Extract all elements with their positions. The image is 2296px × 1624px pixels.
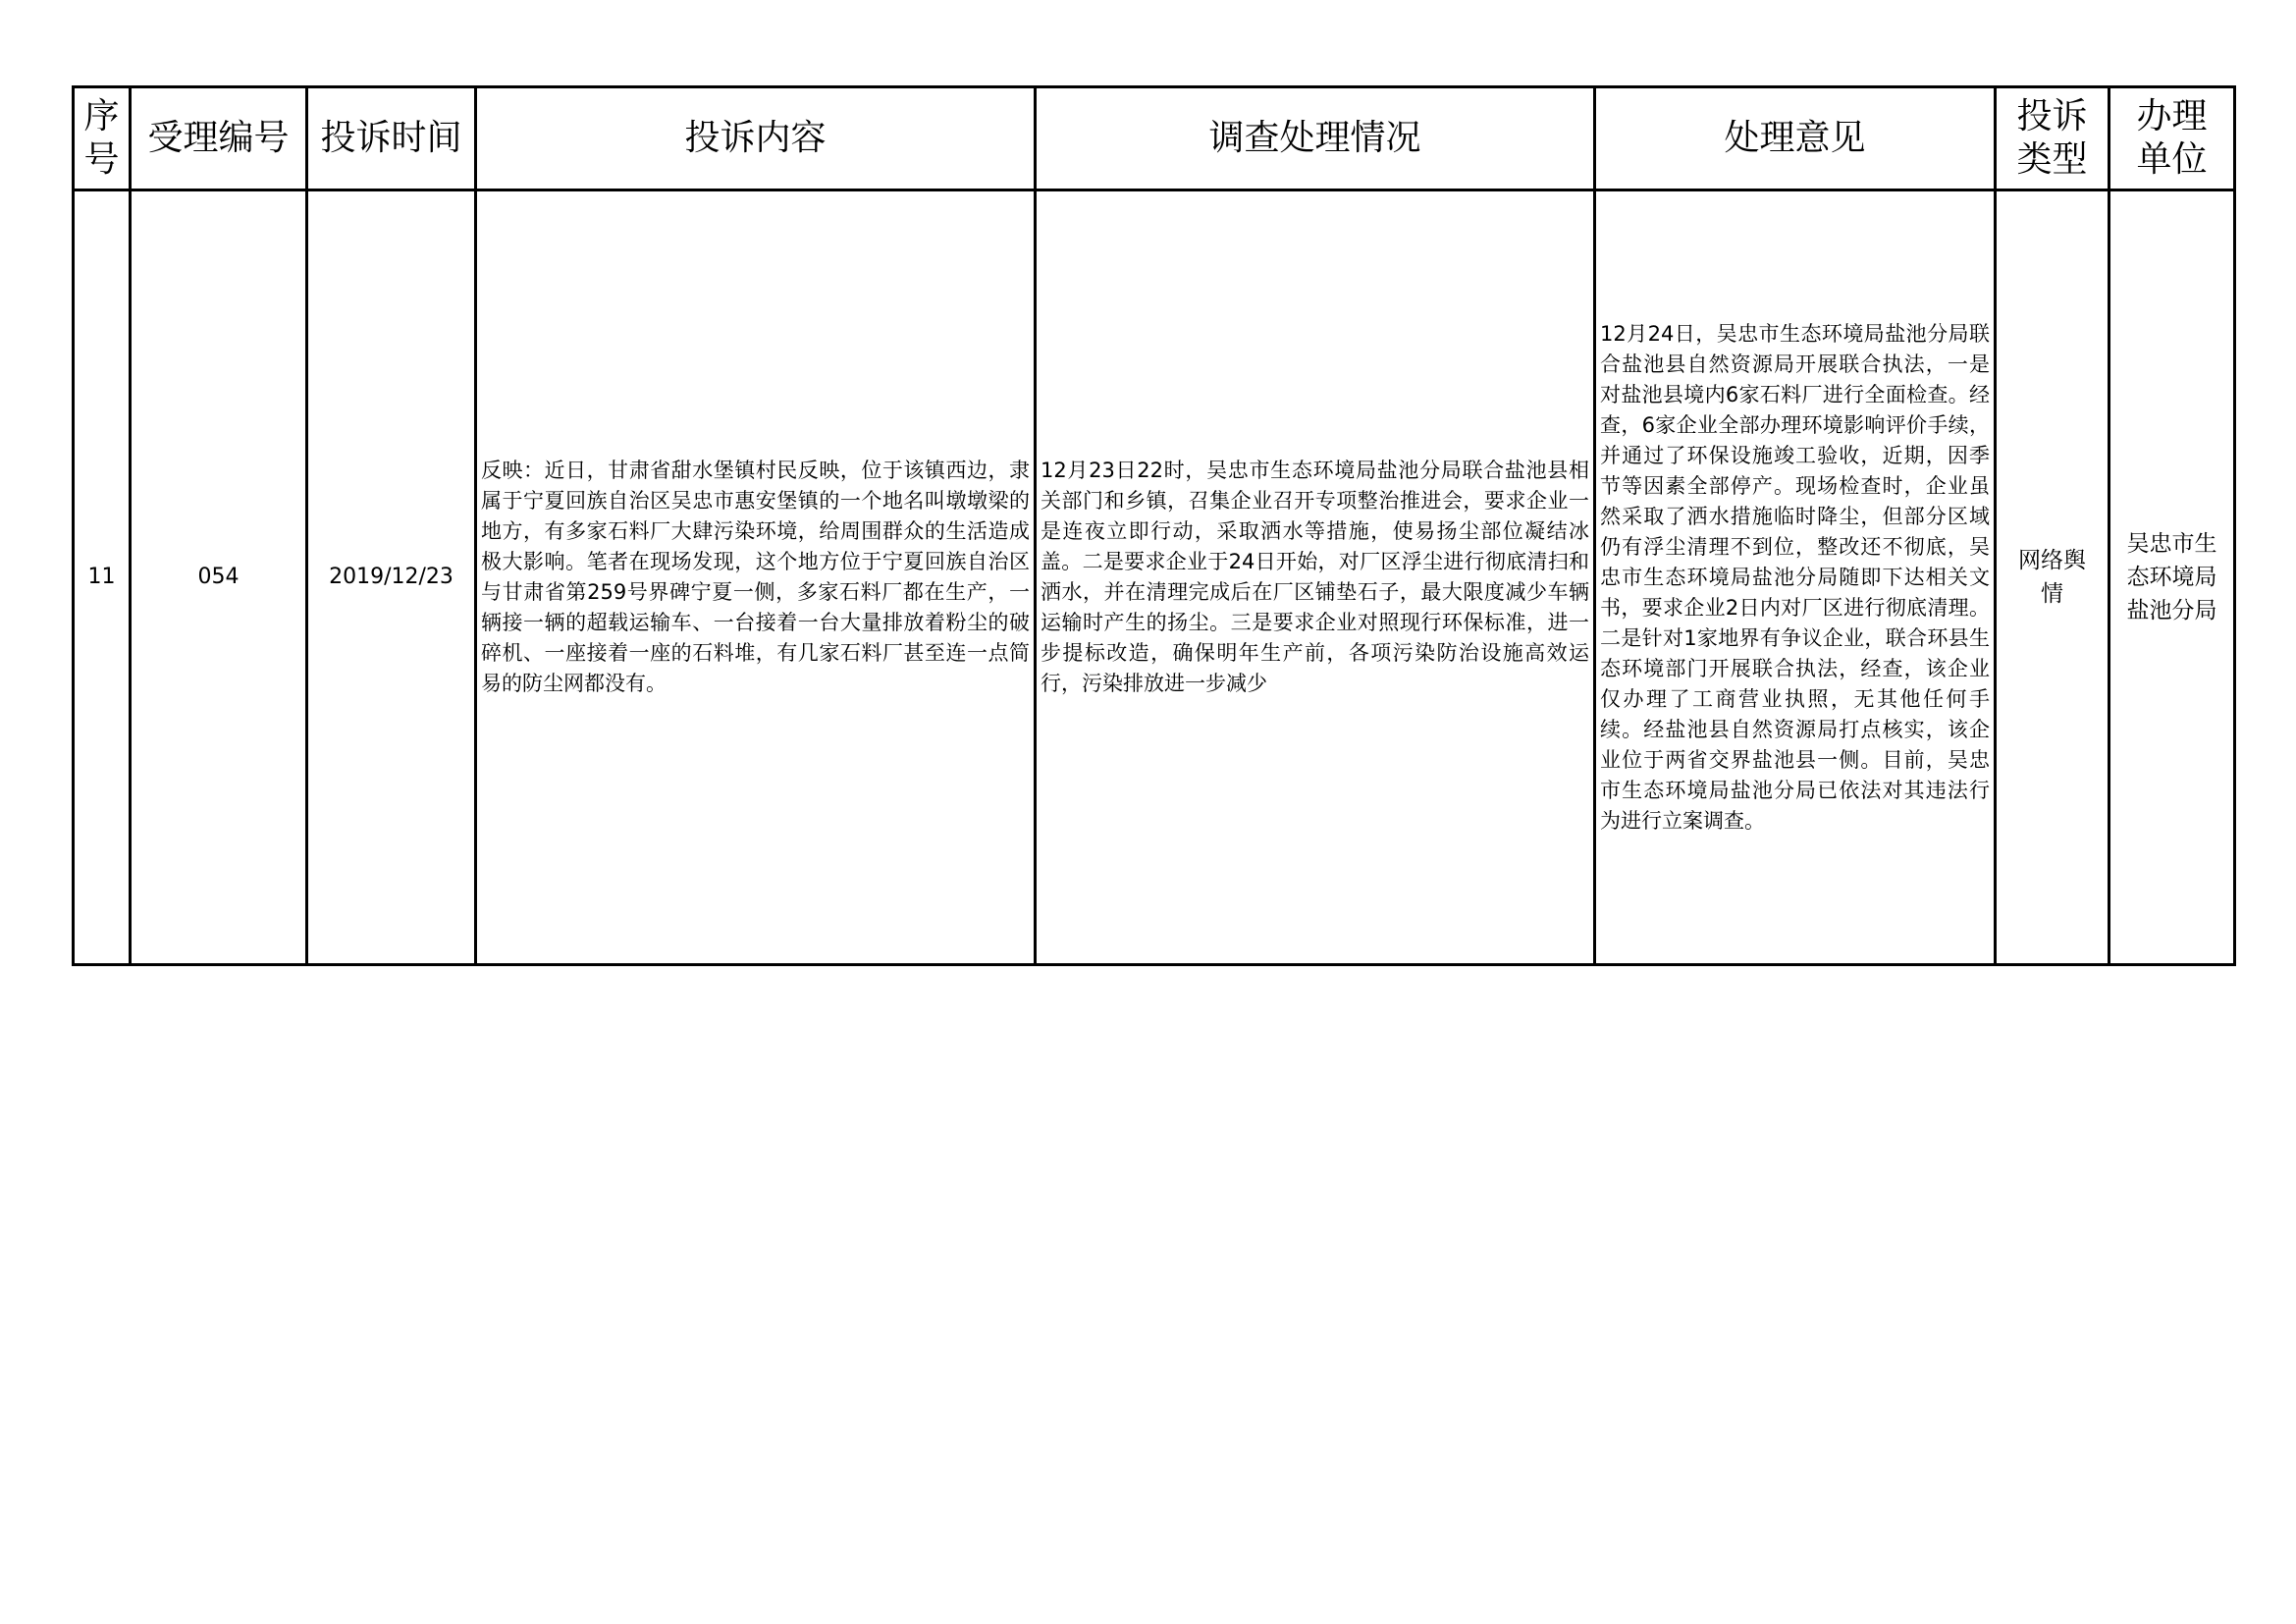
cell-index: 11: [74, 190, 131, 965]
header-row: [74, 87, 2235, 190]
cell-complaint-content: 反映：近日，甘肃省甜水堡镇村民反映，位于该镇西边，隶属于宁夏回族自治区吴忠市惠安堡镇的一个地名叫墩墩梁的地方，有多家石料厂大肆污染环境，给周围群众的生活造成极大影响。笔者在现场发现，这个地方位于宁夏回族自治区与甘肃省第259号界碑宁夏一侧，多家石料厂都在生产，一辆接一辆的超载运输车、一台接着一台大量排放着粉尘的破碎机、一座接着一座的石料堆，有几家石料厂甚至连一点简易的防尘网都没有。: [476, 190, 1036, 965]
header-complaint-content: 投诉内容: [476, 87, 1036, 190]
cell-investigation: 12月23日22时，吴忠市生态环境局盐池分局联合盐池县相关部门和乡镇，召集企业召开专项整治推进会，要求企业一是连夜立即行动，采取洒水等措施，使易扬尘部位凝结冰盖。二是要求企业于24日开始，对厂区浮尘进行彻底清扫和洒水，并在清理完成后在厂区铺垫石子，最大限度减少车辆运输时产生的扬尘。三是要求企业对照现行环保标准，进一步提标改造，确保明年生产前，各项污染防治设施高效运行，污染排放进一步减少: [1036, 190, 1595, 965]
header-complaint-time: 投诉时间: [307, 87, 476, 190]
cell-case-no: 054: [131, 190, 307, 965]
cell-opinion: 12月24日，吴忠市生态环境局盐池分局联合盐池县自然资源局开展联合执法，一是对盐池县境内6家石料厂进行全面检查。经查，6家企业全部办理环境影响评价手续，并通过了环保设施竣工验收，近期，因季节等因素全部停产。现场检查时，企业虽然采取了洒水措施临时降尘，但部分区域仍有浮尘清理不到位，整改还不彻底，吴忠市生态环境局盐池分局随即下达相关文书，要求企业2日内对厂区进行彻底清理。二是针对1家地界有争议企业，联合环县生态环境部门开展联合执法，经查，该企业仅办理了工商营业执照，无其他任何手续。经盐池县自然资源局打点核实，该企业位于两省交界盐池县一侧。目前，吴忠市生态环境局盐池分局已依法对其违法行为进行立案调查。: [1595, 190, 1996, 965]
cell-complaint-type: 网络舆情: [1996, 190, 2109, 965]
cell-handling-unit: 吴忠市生态环境局盐池分局: [2109, 190, 2235, 965]
header-handling-unit: 办理单位: [2109, 87, 2235, 190]
header-complaint-type: 投诉类型: [1996, 87, 2109, 190]
header-investigation: 调查处理情况: [1036, 87, 1595, 190]
header-case-no: 受理编号: [131, 87, 307, 190]
complaints-table: [72, 85, 2236, 966]
cell-complaint-time: 2019/12/23: [307, 190, 476, 965]
header-opinion: 处理意见: [1595, 87, 1996, 190]
table-row: [74, 190, 2235, 965]
header-index: 序号: [74, 87, 131, 190]
